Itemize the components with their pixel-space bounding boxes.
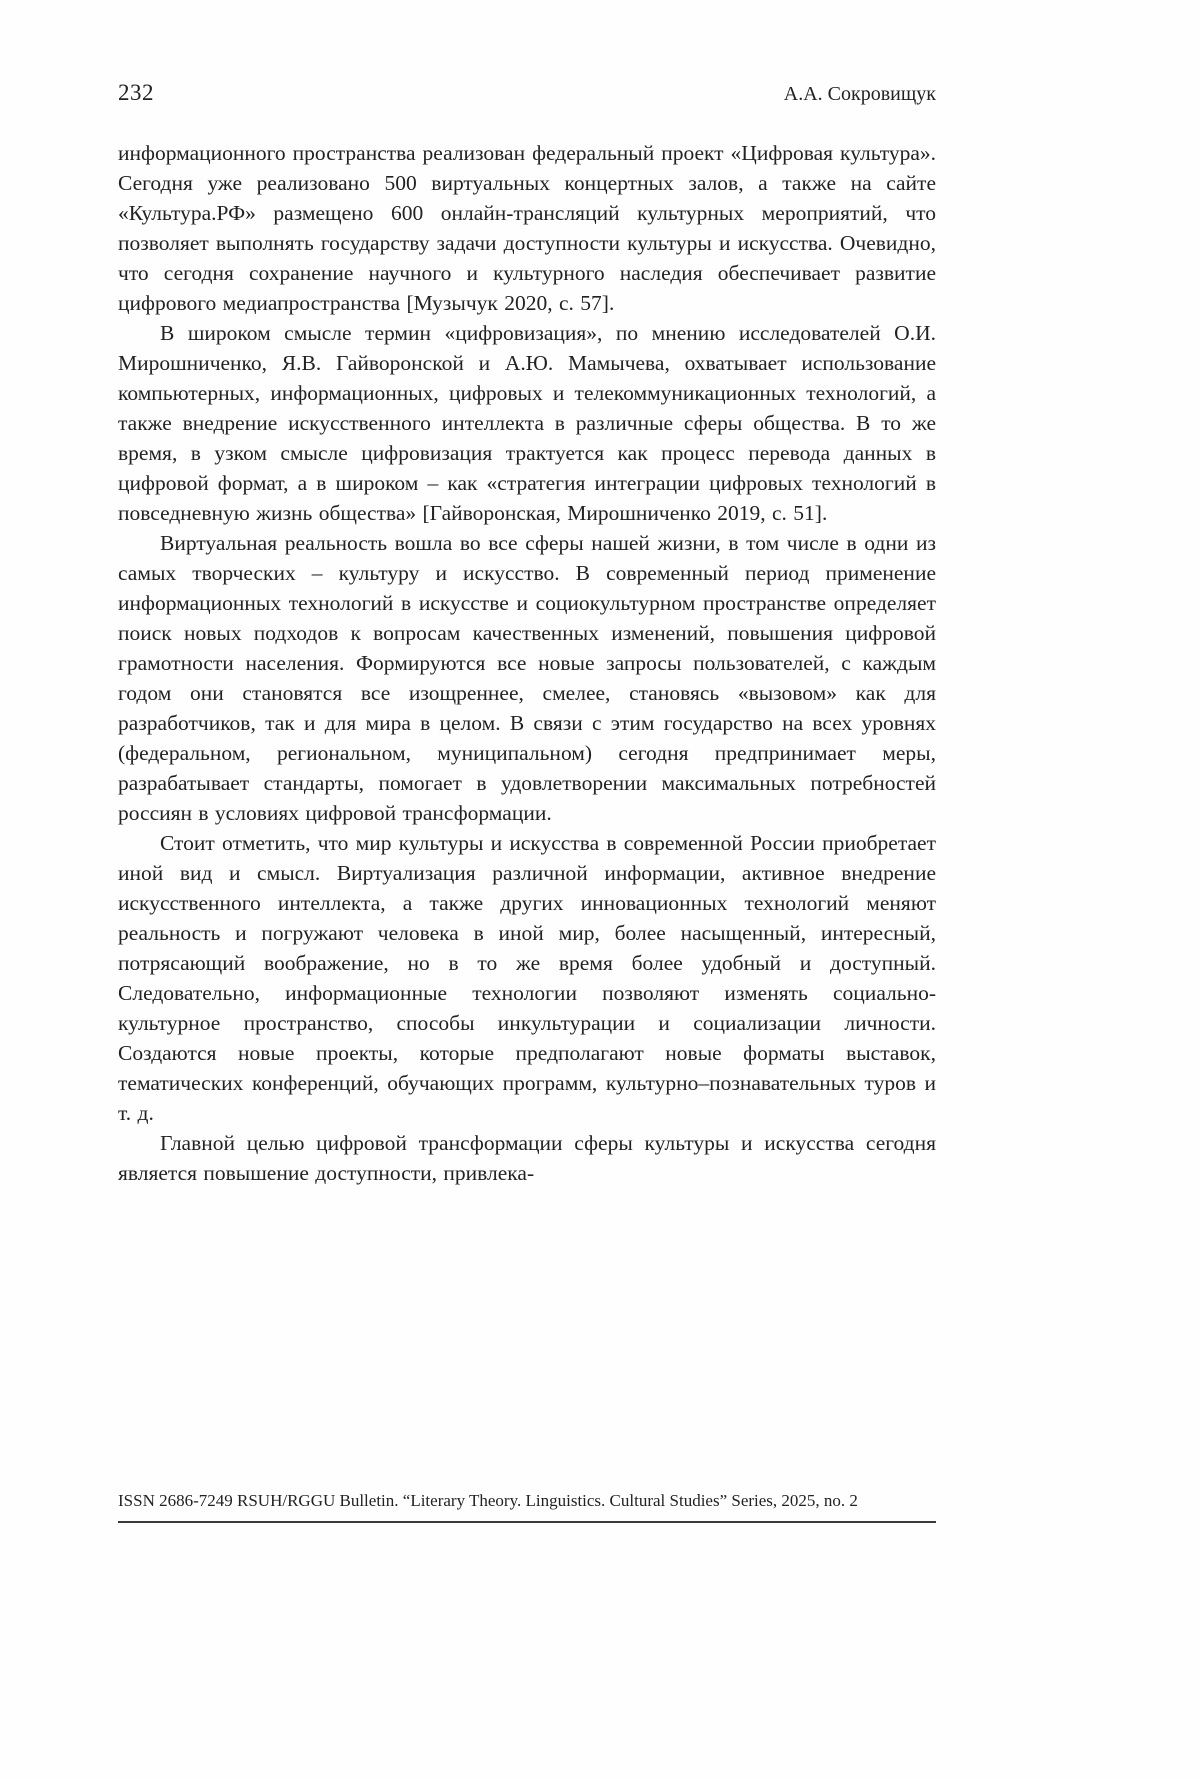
paragraph: Стоит отметить, что мир культуры и искусства в современной России приобретает иной вид и смысл. Виртуализация различной информации, активное внедрение искусственного интеллекта, а также других инновационных технологий меняют реальность и погружают человека в иной мир, более насыщенный, интересный, потрясающий воображение, но в то же время более удобный и доступный. Следовательно, информационные технологии позволяют изменять социально-культурное пространство, способы инкультурации и социализации личности. Создаются новые проекты, которые предполагают новые форматы выставок, тематических конференций, обучающих программ, культурно–познавательных туров и т. д. [118, 831, 936, 1125]
running-head [118, 80, 936, 106]
author-name: А.А. Сокровищук [783, 83, 936, 105]
paragraph: Главной целью цифровой трансформации сферы культуры и искусства сегодня является повышение доступности, привлека- [118, 1131, 936, 1185]
footer-issn-line: ISSN 2686-7249 RSUH/RGGU Bulletin. “Literary Theory. Linguistics. Cultural Studies” Series, 2025, no. 2 [118, 1491, 858, 1510]
article-body [118, 138, 936, 1188]
page-footer [118, 1490, 936, 1523]
paragraph: Виртуальная реальность вошла во все сферы нашей жизни, в том числе в одни из самых творческих – культуру и искусство. В современный период применение информационных технологий в искусстве и социокультурном пространстве определяет поиск новых подходов к вопросам качественных изменений, повышения цифровой грамотности населения. Формируются все новые запросы пользователей, с каждым годом они становятся все изощреннее, смелее, становясь «вызовом» как для разработчиков, так и для мира в целом. В связи с этим государство на всех уровнях (федеральном, региональном, муниципальном) сегодня предпринимает меры, разрабатывает стандарты, помогает в удовлетворении максимальных потребностей россиян в условиях цифровой трансформации. [118, 531, 936, 825]
paragraph: В широком смысле термин «цифровизация», по мнению исследователей О.И. Мирошниченко, Я.В. Гайворонской и А.Ю. Мамычева, охватывает использование компьютерных, информационных, цифровых и телекоммуникационных технологий, а также внедрение искусственного интеллекта в различные сферы общества. В то же время, в узком смысле цифровизация трактуется как процесс перевода данных в цифровой формат, а в широком – как «стратегия интеграции цифровых технологий в повседневную жизнь общества» [Гайворонская, Мирошниченко 2019, с. 51]. [118, 321, 936, 525]
page-number: 232 [118, 80, 154, 105]
paragraph: информационного пространства реализован федеральный проект «Цифровая культура». Сегодня уже реализовано 500 виртуальных концертных залов, а также на сайте «Культура.РФ» размещено 600 онлайн-трансляций культурных мероприятий, что позволяет выполнять государству задачи доступности культуры и искусства. Очевидно, что сегодня сохранение научного и культурного наследия обеспечивает развитие цифрового медиапространства [Музычук 2020, с. 57]. [118, 141, 936, 315]
